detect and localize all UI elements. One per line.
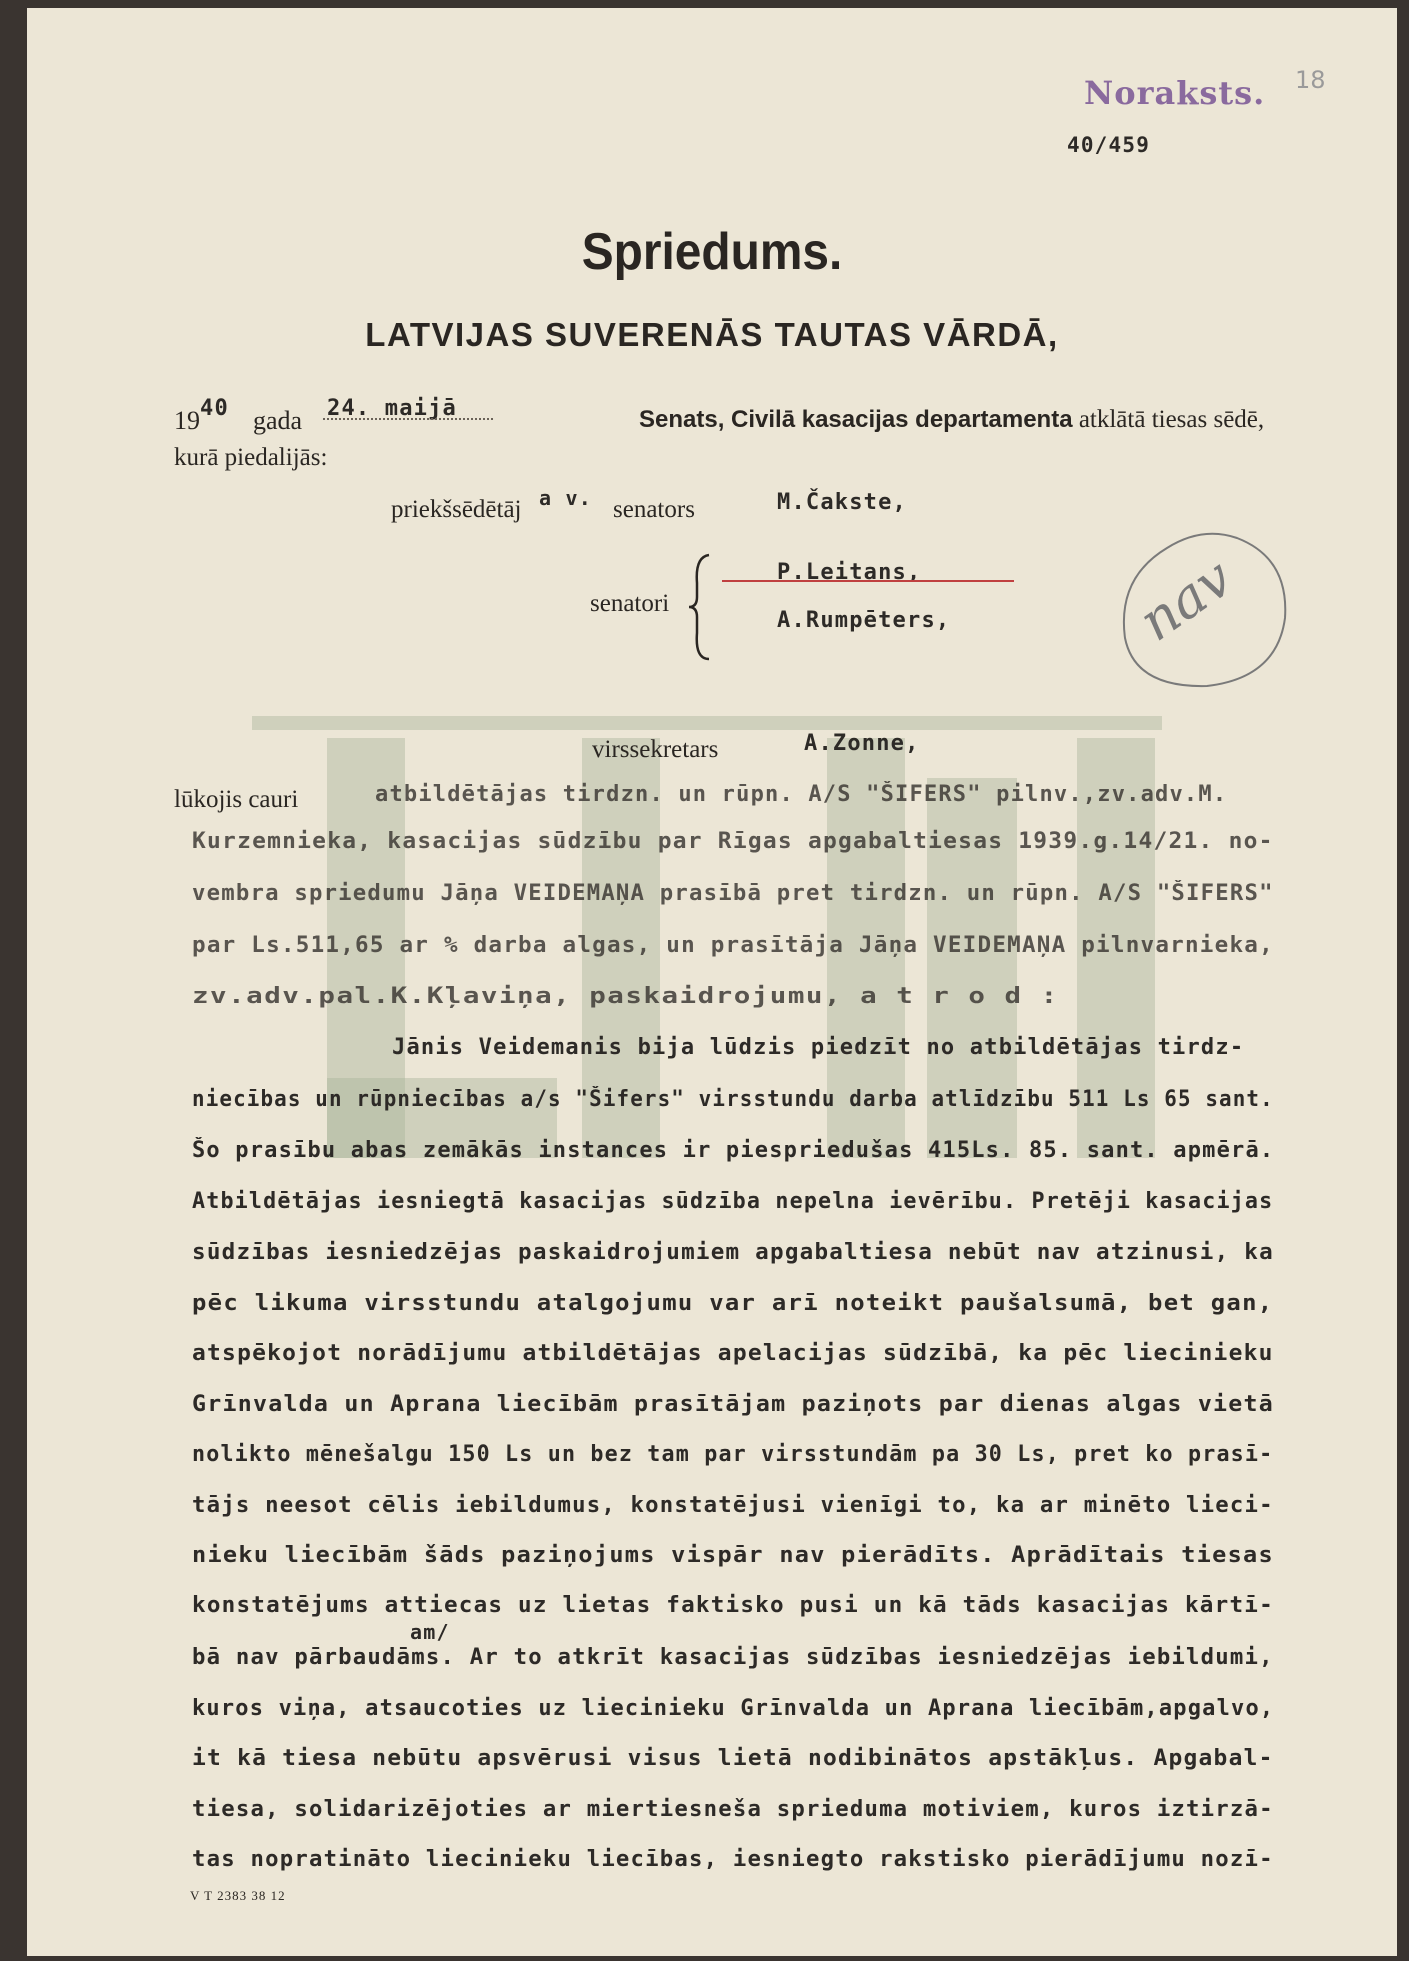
body-line-9: Atbildētājas iesniegtā kasacijas sūdzība nepelna ievērību. Pretēji kasacijas (192, 1189, 1274, 1214)
body-line-3: vembra spriedumu Jāņa VEIDEMAŅA prasībā pret tirdzn. un rūpn. A/S "ŠIFERS" (192, 881, 1274, 906)
court-name-bold: Senats, Civilā kasacijas departamenta (639, 406, 1073, 433)
chair-label: priekšsēdētāj (391, 496, 522, 523)
body-line-17: konstatējums attiecas uz lietas faktisko pusi un kā tāds kasacijas kārtī- (192, 1593, 1274, 1618)
body-line-11: pēc likuma virsstundu atalgojumu var arī noteikt paušalsumā, bet gan, (192, 1291, 1274, 1316)
body-line-10: sūdzības iesniedzējas paskaidrojumiem apgabaltiesa nebūt nav atzinusi, ka (192, 1240, 1274, 1265)
print-code: V T 2383 38 12 (190, 1888, 286, 1903)
court-name (639, 406, 1264, 434)
body-line-2: Kurzemnieka, kasacijas sūdzību par Rīgas apgabaltiesas 1939.g.14/21. no- (192, 829, 1274, 854)
body-line-16: nieku liecībām šāds paziņojums vispār nav pierādīts. Aprādītais tiesas (192, 1543, 1274, 1568)
chair-suffix: a v. (539, 486, 592, 510)
senator-name-1: P.Leitans, (777, 560, 922, 585)
body-line-6: Jānis Veidemanis bija lūdzis piedzīt no atbildētājas tirdz- (392, 1035, 1245, 1060)
document-title: Spriedums. (581, 223, 843, 281)
body-line-5: zv.adv.pal.K.Kļaviņa, paskaidrojumu, a t r o d : (192, 984, 1059, 1009)
senators-brace (687, 553, 717, 661)
body-line-19: kuros viņa, atsaucoties uz liecinieku Grīnvalda un Aprana liecībām,apgalvo, (192, 1696, 1275, 1721)
document-page (27, 8, 1397, 1956)
pencil-annotation-text: nav (1127, 545, 1244, 654)
gada-label: gada (253, 406, 303, 435)
body-line-8: Šo prasību abas zemākās instances ir piespriedušas 415Ls. 85. sant. apmērā. (192, 1138, 1275, 1163)
noraksts-stamp: Noraksts. (1084, 74, 1266, 112)
page-number-handwritten: 18 (1295, 66, 1326, 94)
body-line-12: atspēkojot norādījumu atbildētājas apelacijas sūdzībā, ka pēc liecinieku (192, 1341, 1274, 1366)
body-line-21: tiesa, solidarizējoties ar miertiesneša sprieduma motiviem, kuros iztirzā- (192, 1797, 1274, 1822)
body-line-18: bā nav pārbaudāms. Ar to atkrīt kasacijas sūdzības iesniedzējas iebildumi, (192, 1645, 1274, 1670)
body-correction: am/ (410, 1620, 450, 1644)
body-line-14: nolikto mēnešalgu 150 Ls un bez tam par virsstundām pa 30 Ls, pret ko prasī- (192, 1442, 1274, 1467)
secretary-name: A.Zonne, (804, 731, 920, 756)
chair-title: senators (613, 496, 695, 523)
body-line-7: niecības un rūpniecības a/s "Šifers" virsstundu darba atlīdzību 511 Ls 65 sant. (192, 1087, 1274, 1112)
body-line-22: tas nopratināto liecinieku liecības, iesniegto rakstisko pierādījumu nozī- (192, 1847, 1274, 1872)
senators-label: senatori (590, 590, 670, 617)
body-line-20: it kā tiesa nebūtu apsvērusi visus lietā nodibinātos apstākļus. Apgabal- (192, 1746, 1274, 1771)
attendees-label: kurā piedalijās: (174, 444, 328, 471)
date-dotted-line (323, 418, 493, 420)
chair-name: M.Čakste, (777, 490, 908, 515)
body-line-4: par Ls.511,65 ar % darba algas, un prasītāja Jāņa VEIDEMAŅA pilnvarnieka, (192, 933, 1274, 958)
case-number: 40/459 (1067, 133, 1151, 157)
year-suffix: 40 (200, 396, 229, 421)
document-subtitle: LATVIJAS SUVERENĀS TAUTAS VĀRDĀ, (365, 316, 1059, 353)
senator-name-2: A.Rumpēters, (777, 608, 951, 633)
body-line-13: Grīnvalda un Aprana liecībām prasītājam paziņots par dienas algas vietā (192, 1392, 1275, 1417)
senator-underline-red (722, 580, 1014, 582)
secretary-label: virssekretars (592, 736, 719, 763)
body-line-15: tājs neesot cēlis iebildumus, konstatējusi vienīgi to, ka ar minēto lieci- (192, 1493, 1274, 1518)
body-line-1: atbildētājas tirdzn. un rūpn. A/S "ŠIFERS" pilnv.,zv.adv.M. (375, 782, 1228, 807)
court-name-rest: atklātā tiesas sēdē, (1072, 406, 1265, 433)
year-prefix: 19 (174, 406, 200, 435)
review-label: lūkojis cauri (174, 786, 299, 813)
date-value: 24. maijā (327, 396, 458, 421)
